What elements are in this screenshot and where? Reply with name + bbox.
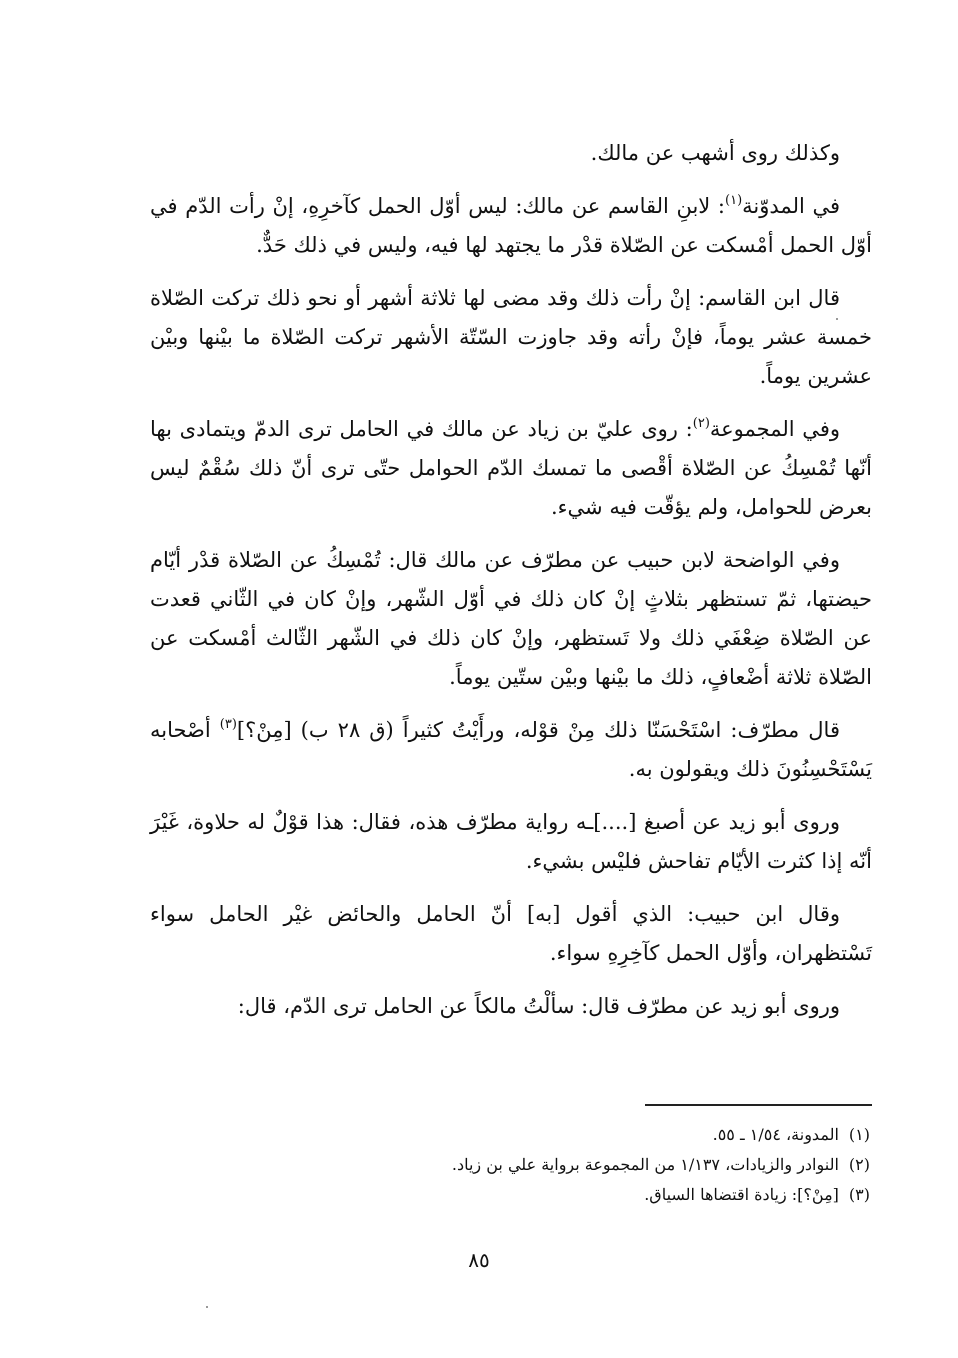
page-number: ٨٥ (468, 1248, 490, 1272)
scan-speck (206, 1306, 208, 1308)
paragraph-3: قال ابن القاسم: إنْ رأت ذلك وقد مضى لها ثلاثة أشهر أو نحو ذلك تركت الصّلاة خمسة عشر يوماً، فإنْ رأته وقد جاوزت السّتّة الأشهر تركت الصّلاة ما بيْنها وبيْن عشرين يوماً. (150, 286, 872, 388)
footnotes (150, 1120, 872, 1210)
paragraph-9: وروى أبو زيد عن مطرّف قال: سألْتُ مالكاً عن الحامل ترى الدّم، قال: (237, 994, 840, 1018)
footnote-text: [مِنْ؟]: زيادة اقتضاها السياق. (644, 1185, 839, 1204)
footnote-text: المدونة، ١/٥٤ ـ ٥٥. (712, 1125, 839, 1144)
footnote-number: (١) (848, 1125, 870, 1144)
paragraph-7: وروى أبو زيد عن أصبغ [....]ـه رواية مطرّف هذه، فقال: هذا قوْلٌ له حلاوة، غَيْرَ أنّه إذا كثرت الأيّام تفاحش فليْس بشيء. (150, 810, 872, 873)
footnote-text: النوادر والزيادات، ١/١٣٧ من المجموعة برواية علي بن زياد. (451, 1155, 839, 1174)
paragraph-5: وفي الواضحة لابن حبيب عن مطرّف عن مالك قال: تُمْسِكُ عن الصّلاة قدْر أيّام حيضتها، ثمّ تستظهر بثلاثٍ إنْ كان ذلك في أوّل الشّهر، وإنْ كان في الثّاني قعدت عن الصّلاة ضِعْفَي ذلك ولا تَستظهر، وإنْ كان ذلك في الشّهر الثّالث أمْسكت عن الصّلاة ثلاثة أضْعافٍ، ذلك ما بيْنها وبيْن ستّين يوماً. (150, 548, 872, 689)
footnote-divider (645, 1104, 872, 1106)
footnote-reference: (١) (725, 193, 743, 208)
main-text (150, 134, 872, 1040)
footnote-reference: (٣) (219, 717, 237, 732)
footnote-1 (150, 1120, 872, 1150)
footnote-reference: (٢) (692, 416, 710, 431)
footnote-3 (150, 1180, 872, 1210)
paragraph-6: قال مطرّف: اسْتَحْسَنّا ذلك مِنْ قوْله، ورأَيْتُ كثيراً (ق ٢٨ ب) [مِنْ؟]$^{(٣)}$ أصْحابه يَسْتَحْسِنُونَ ذلك ويقولون به. (150, 717, 872, 781)
paragraph-4: وفي المجموعة$^{(٢)}$: روى عليّ بن زياد عن مالك في الحامل ترى الدمّ ويتمادى بها أنّها تُمْسِكُ عن الصّلاة أقْصى ما تمسك الدّم الحوامل حتّى ترى أنّ ذلك سُقْمٌ ليس بعرض للحوامل، ولم يؤقّت فيه شيء. (150, 416, 872, 519)
footnote-2 (150, 1150, 872, 1180)
paragraph-1: وكذلك روى أشهب عن مالك. (590, 141, 840, 165)
footnote-number: (٢) (848, 1155, 870, 1174)
footnote-number: (٣) (848, 1185, 870, 1204)
paragraph-2: في المدوّنة$^{(١)}$: لابنِ القاسم عن مالك: ليس أوّل الحمل كآخرِهِ، إنْ رأت الدّم في أوّل الحمل أمْسكت عن الصّلاة قدْر ما يجتهد لها فيه، وليس في ذلك حَدٌّ. (150, 193, 872, 257)
paragraph-8: وقال ابن حبيب: الذي أقول [به] أنّ الحامل والحائض غيْر الحامل سواء تَسْتظهران، وأوّل الحمل كآخِرِهِ سواء. (150, 902, 872, 965)
scan-speck (836, 318, 838, 320)
